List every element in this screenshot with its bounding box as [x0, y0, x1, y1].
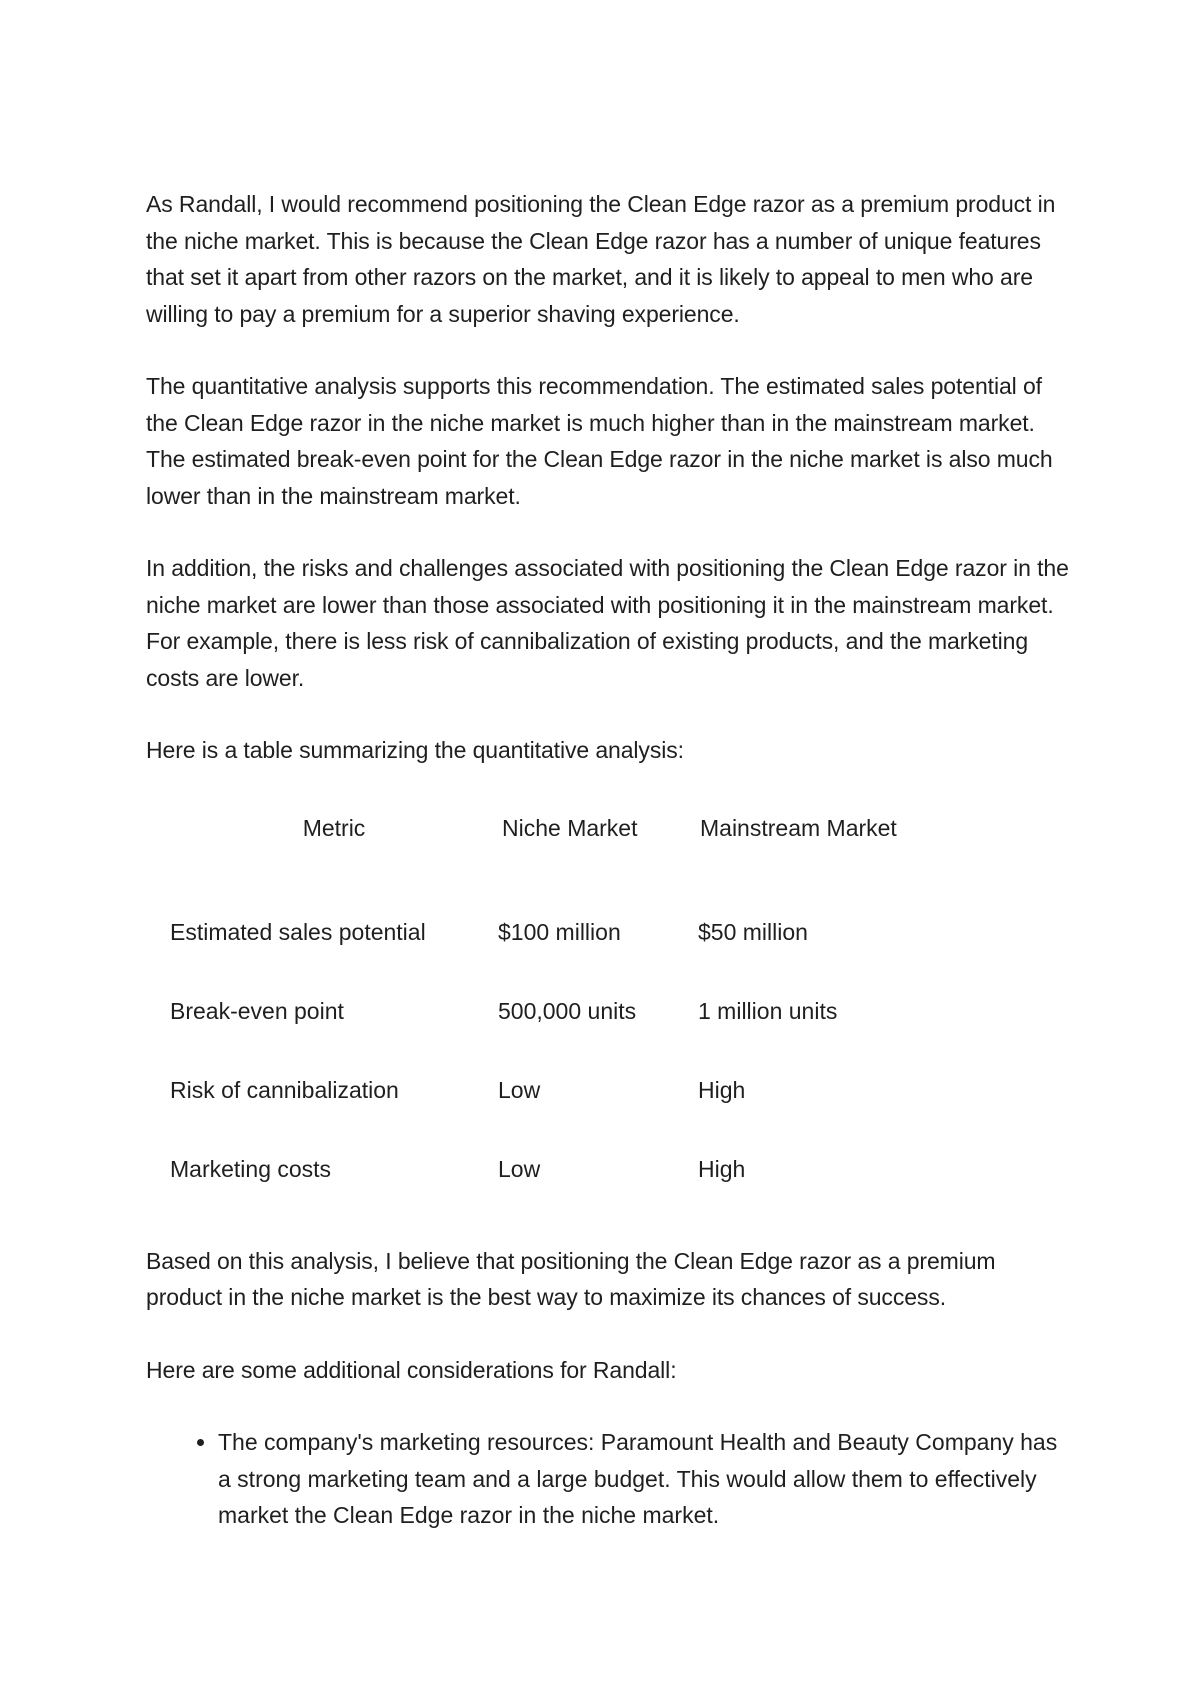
- table-header-mainstream-market: Mainstream Market: [700, 815, 897, 841]
- table-cell-niche: $100 million: [498, 918, 621, 945]
- paragraph-considerations-intro: Here are some additional considerations for Randall:: [146, 1356, 677, 1383]
- table-cell-mainstream: 1 million units: [698, 997, 838, 1024]
- document-body: [146, 186, 1076, 1534]
- table-header-niche-market: Niche Market: [502, 815, 638, 841]
- paragraph-conclusion: Based on this analysis, I believe that positioning the Clean Edge razor as a premium product in the niche market is the best way to maximize its chances of success.: [146, 1247, 996, 1310]
- table-row: [146, 893, 960, 972]
- table-cell-metric: Risk of cannibalization: [170, 1076, 399, 1103]
- considerations-list: [146, 1424, 1076, 1534]
- table-cell-niche: Low: [498, 1155, 541, 1182]
- table-header-metric: Metric: [302, 815, 366, 841]
- table-cell-niche: Low: [498, 1076, 541, 1103]
- table-cell-metric: Estimated sales potential: [170, 918, 426, 945]
- table-cell-mainstream: $50 million: [698, 918, 808, 945]
- paragraph-quantitative-analysis: The quantitative analysis supports this recommendation. The estimated sales potential of the Clean Edge razor in the niche market is much higher than in the mainstream market. The estimated break-even point for the Clean Edge razor in the niche market is also much lower than in the mainstream market.: [146, 373, 1053, 509]
- summary-table: [146, 811, 960, 1209]
- table-cell-metric: Break-even point: [170, 997, 344, 1024]
- table-row: [146, 1130, 960, 1209]
- paragraph-table-intro: Here is a table summarizing the quantitative analysis:: [146, 737, 684, 763]
- table-row: [146, 1051, 960, 1130]
- table-row: [146, 972, 960, 1051]
- table-cell-mainstream: High: [698, 1076, 746, 1103]
- paragraph-risks: In addition, the risks and challenges associated with positioning the Clean Edge razor in the niche market are lower than those associated with positioning it in the mainstream market. For example, there is less risk of cannibalization of existing products, and the marketing costs are lower.: [146, 555, 1069, 691]
- table-cell-metric: Marketing costs: [170, 1155, 332, 1182]
- paragraph-recommendation: As Randall, I would recommend positioning the Clean Edge razor as a premium product in the niche market. This is because the Clean Edge razor has a number of unique features that set it apart from other razors on the market, and it is likely to appeal to men who are willing to pay a premium for a superior shaving experience.: [146, 191, 1056, 327]
- table-cell-niche: 500,000 units: [498, 997, 637, 1024]
- list-item: • The company's marketing resources: Paramount Health and Beauty Company has a strong marketing team and a large budget. This would allow them to effectively market the Clean Edge razor in the niche market.: [218, 1424, 1076, 1534]
- table-header-row: [146, 811, 960, 893]
- table-cell-mainstream: High: [698, 1155, 746, 1182]
